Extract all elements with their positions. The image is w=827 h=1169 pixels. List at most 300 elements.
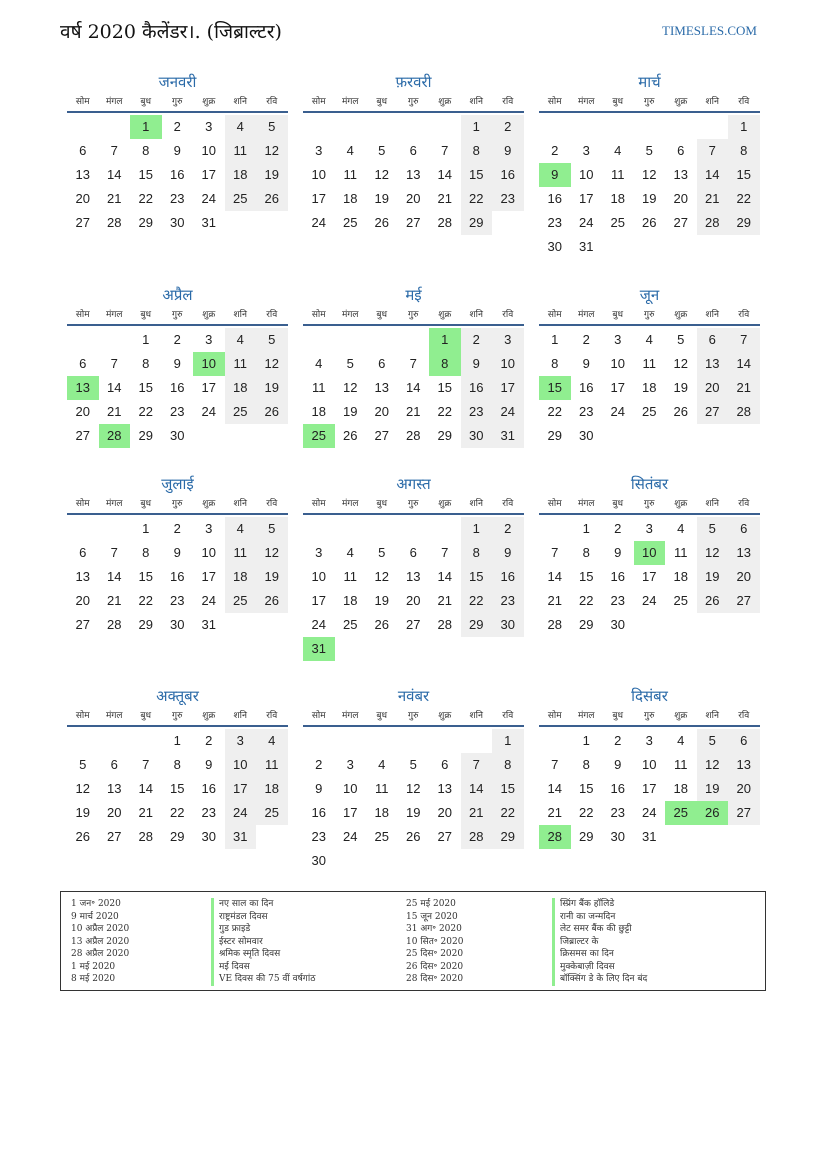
holiday-name: ईस्टर सोमवार [211,936,315,949]
day-cell: 27 [697,400,729,424]
month-block [539,474,760,637]
day-cell: 14 [406,380,421,395]
weekday-label: गुरु [644,310,655,320]
day-cell: 22 [492,801,524,825]
day-cell: 14 [547,569,562,584]
day-cell: 31 [579,239,594,254]
day-cell: 8 [728,139,760,163]
day-cell: 31 [225,825,257,849]
day-cell: 21 [437,191,452,206]
day-cell: 9 [582,356,590,371]
day-cell: 29 [579,617,594,632]
day-cell: 11 [343,167,357,182]
holiday-day-cell: 13 [67,376,99,400]
weekday-label: मंगल [341,499,359,509]
day-cell: 12 [256,352,288,376]
empty-cell [429,729,461,753]
weekday-label: मंगल [577,711,595,721]
day-cell: 14 [697,163,729,187]
day-cell: 17 [311,191,326,206]
day-cell: 24 [311,617,326,632]
day-cell: 23 [170,191,185,206]
holiday-day-cell: 1 [130,115,162,139]
empty-cell [461,729,493,753]
holiday-name: लेट समर बैंक की छुट्टी [552,923,647,936]
weekday-label: रवि [738,97,750,107]
day-cell: 2 [614,521,622,536]
day-cell: 7 [728,328,760,352]
day-cell: 24 [579,215,594,230]
weekday-label: रवि [266,310,278,320]
empty-cell [130,729,162,753]
day-cell: 12 [256,139,288,163]
day-cell: 8 [173,757,181,772]
day-cell: 20 [75,404,90,419]
day-cell: 25 [642,404,657,419]
day-cell: 18 [225,565,257,589]
day-cell: 25 [256,801,288,825]
day-cell: 29 [461,613,493,637]
day-cell: 11 [642,356,656,371]
day-cell: 16 [461,376,493,400]
weekday-label: सोम [547,97,562,107]
day-cell: 10 [201,143,216,158]
day-cell: 9 [173,356,181,371]
month-title: अक्तूबर [156,687,199,705]
empty-cell [539,729,571,753]
weekday-label: मंगल [577,499,595,509]
day-cell: 2 [205,733,213,748]
day-cell: 24 [642,805,657,820]
day-cell: 8 [492,753,524,777]
day-cell: 11 [225,139,257,163]
weekday-label: गुरु [172,97,183,107]
weekday-label: सोम [75,711,90,721]
weekday-header [67,495,288,515]
day-cell: 9 [492,541,524,565]
day-cell: 19 [374,593,389,608]
day-cell: 23 [201,805,216,820]
day-cell: 30 [170,617,185,632]
holiday-day-cell: 9 [539,163,571,187]
empty-cell [335,517,367,541]
day-cell: 10 [201,545,216,560]
holiday-names-left [211,898,315,986]
day-cell: 21 [406,404,421,419]
day-cell: 5 [256,517,288,541]
day-cell: 4 [614,143,622,158]
day-cell: 26 [343,428,358,443]
day-cell: 19 [697,565,729,589]
day-cell: 22 [138,191,153,206]
weekday-label: शनि [233,499,247,509]
day-cell: 16 [492,565,524,589]
weekday-label: शुक्र [438,310,452,320]
month-block [539,686,760,849]
holiday-date: 10 सित॰ 2020 [406,936,464,947]
holiday-date: 10 अप्रैल 2020 [71,924,130,934]
day-cell: 2 [461,328,493,352]
weekday-label: गुरु [172,711,183,721]
day-cell: 21 [107,593,122,608]
holiday-day-cell: 26 [697,801,729,825]
day-cell: 31 [201,617,216,632]
day-cell: 24 [225,801,257,825]
day-cell: 19 [256,565,288,589]
day-cell: 16 [547,191,562,206]
day-cell: 3 [205,521,213,536]
weekday-label: गुरु [172,310,183,320]
day-cell: 11 [674,545,688,560]
weekday-label: सोम [547,711,562,721]
empty-cell [335,115,367,139]
day-cell: 10 [311,569,326,584]
empty-cell [99,328,131,352]
day-cell: 28 [437,215,452,230]
day-cell: 16 [201,781,216,796]
day-cell: 9 [492,139,524,163]
month-title: मार्च [638,73,661,91]
day-cell: 6 [697,328,729,352]
day-cell: 13 [107,781,122,796]
weekday-label: शनि [705,97,719,107]
day-cell: 13 [728,541,760,565]
weekday-label: शनि [469,97,483,107]
day-cell: 14 [107,167,122,182]
holiday-date: 1 जन॰ 2020 [71,899,121,909]
day-cell: 19 [697,777,729,801]
day-cell: 30 [492,613,524,637]
weekday-label: बुध [140,711,152,721]
holiday-day-cell: 10 [193,352,225,376]
day-cell: 1 [492,729,524,753]
weekday-label: बुध [140,499,152,509]
day-cell: 2 [492,517,524,541]
day-cell: 17 [642,781,657,796]
day-cell: 16 [170,380,185,395]
day-cell: 14 [547,781,562,796]
day-cell: 15 [492,777,524,801]
day-cell: 21 [138,805,153,820]
weekday-label: गुरु [644,499,655,509]
holiday-day-cell: 25 [665,801,697,825]
day-cell: 17 [201,569,216,584]
day-cell: 28 [138,829,153,844]
day-cell: 13 [406,167,421,182]
weekday-label: शनि [233,711,247,721]
day-cell: 29 [138,617,153,632]
day-cell: 7 [110,356,118,371]
day-cell: 3 [582,143,590,158]
weekday-label: सोम [547,499,562,509]
day-cell: 20 [374,404,389,419]
day-cell: 6 [79,545,87,560]
day-cell: 22 [138,593,153,608]
day-cell: 20 [406,593,421,608]
empty-cell [335,328,367,352]
weekday-label: गुरु [408,97,419,107]
weekday-label: शुक्र [202,711,216,721]
day-cell: 6 [79,356,87,371]
day-cell: 26 [75,829,90,844]
day-cell: 14 [437,569,452,584]
day-cell: 27 [406,215,421,230]
day-cell: 5 [697,517,729,541]
day-cell: 19 [256,163,288,187]
month-title: नवंबर [397,687,430,705]
day-cell: 22 [579,593,594,608]
day-cell: 11 [343,569,357,584]
weekday-label: सोम [311,310,326,320]
day-cell: 31 [201,215,216,230]
day-cell: 14 [138,781,153,796]
empty-cell [99,115,131,139]
day-cell: 10 [610,356,625,371]
month-title: दिसंबर [631,687,668,705]
day-cell: 4 [225,115,257,139]
day-cell: 27 [75,428,90,443]
day-cell: 15 [138,569,153,584]
month-block [539,285,760,448]
day-cell: 20 [406,191,421,206]
day-cell: 23 [610,805,625,820]
empty-cell [303,328,335,352]
weekday-label: बुध [376,711,388,721]
day-cell: 10 [225,753,257,777]
day-cell: 15 [437,380,452,395]
day-cell: 8 [551,356,559,371]
month-block [67,474,288,637]
day-cell: 16 [311,805,326,820]
empty-cell [398,115,430,139]
day-cell: 15 [138,167,153,182]
month-title: फ़रवरी [395,73,432,91]
day-cell: 3 [205,119,213,134]
holiday-day-cell: 28 [99,424,131,448]
day-cell: 12 [256,541,288,565]
day-cell: 1 [173,733,181,748]
day-cell: 6 [110,757,118,772]
day-cell: 25 [225,187,257,211]
day-cell: 5 [409,757,417,772]
day-cell: 12 [343,380,358,395]
weekday-label: बुध [612,711,624,721]
day-cell: 17 [492,376,524,400]
day-cell: 15 [728,163,760,187]
weekday-label: बुध [612,499,624,509]
empty-cell [99,729,131,753]
day-cell: 8 [142,356,150,371]
day-cell: 18 [673,781,688,796]
holiday-date: 13 अप्रैल 2020 [71,936,130,947]
empty-cell [366,517,398,541]
holiday-name: गुड फ्राइडे [211,923,315,936]
day-cell: 26 [374,215,389,230]
weekday-label: सोम [311,97,326,107]
day-cell: 28 [728,400,760,424]
day-cell: 10 [642,757,657,772]
holiday-name: मुक्केबाज़ी दिवस [552,961,647,974]
empty-cell [366,729,398,753]
weekday-header [67,707,288,727]
weekday-label: सोम [75,310,90,320]
day-cell: 11 [611,167,625,182]
day-cell: 23 [492,187,524,211]
day-cell: 23 [547,215,562,230]
day-cell: 27 [728,801,760,825]
day-cell: 5 [256,328,288,352]
holiday-name: बॉक्सिंग डे के लिए दिन बंद [552,973,647,986]
month-block [303,474,524,661]
holiday-name: रानी का जन्मदिन [552,911,647,924]
day-cell: 3 [492,328,524,352]
day-cell: 11 [674,757,688,772]
day-cell: 24 [642,593,657,608]
day-cell: 22 [138,404,153,419]
holiday-date: 28 दिस॰ 2020 [406,974,464,984]
day-cell: 21 [461,801,493,825]
holiday-day-cell: 10 [634,541,666,565]
day-cell: 5 [697,729,729,753]
day-cell: 6 [409,545,417,560]
day-cell: 22 [579,805,594,820]
day-cell: 1 [728,115,760,139]
day-cell: 23 [492,589,524,613]
month-block [67,72,288,235]
day-cell: 19 [642,191,657,206]
empty-cell [398,517,430,541]
day-cell: 22 [547,404,562,419]
holiday-date: 31 अग॰ 2020 [406,924,462,934]
holiday-date: 1 मई 2020 [71,961,116,972]
weekday-label: रवि [738,310,750,320]
weekday-label: सोम [311,711,326,721]
day-cell: 1 [142,332,150,347]
day-cell: 20 [75,593,90,608]
day-cell: 9 [173,545,181,560]
day-cell: 12 [673,356,688,371]
day-cell: 30 [610,829,625,844]
day-cell: 30 [461,424,493,448]
day-cell: 27 [75,215,90,230]
day-cell: 24 [610,404,625,419]
day-cell: 7 [142,757,150,772]
weekday-label: रवि [502,310,514,320]
month-title: जनवरी [158,73,197,91]
day-cell: 4 [378,757,386,772]
weekday-header [539,495,760,515]
holiday-dates-right [406,898,463,986]
day-cell: 18 [343,191,358,206]
weekday-label: गुरु [172,499,183,509]
day-cell: 29 [461,211,493,235]
day-cell: 12 [697,753,729,777]
day-cell: 30 [311,853,326,868]
day-cell: 27 [728,589,760,613]
weekday-label: शुक्र [202,97,216,107]
day-cell: 27 [75,617,90,632]
empty-cell [67,328,99,352]
day-cell: 29 [437,428,452,443]
day-cell: 7 [110,545,118,560]
month-title: सितंबर [630,475,669,493]
holiday-name: श्रमिक स्मृति दिवस [211,948,315,961]
day-cell: 28 [461,825,493,849]
day-cell: 22 [461,589,493,613]
day-cell: 17 [311,593,326,608]
day-cell: 20 [728,777,760,801]
day-cell: 26 [374,617,389,632]
day-cell: 13 [75,167,90,182]
month-block [67,686,288,849]
day-cell: 29 [492,825,524,849]
day-cell: 23 [461,400,493,424]
weekday-label: बुध [612,97,624,107]
empty-cell [67,729,99,753]
day-cell: 23 [610,593,625,608]
day-cell: 5 [256,115,288,139]
day-cell: 28 [437,617,452,632]
day-cell: 22 [728,187,760,211]
day-cell: 3 [346,757,354,772]
day-cell: 18 [673,569,688,584]
day-cell: 24 [201,191,216,206]
day-cell: 16 [610,569,625,584]
day-cell: 19 [256,376,288,400]
day-cell: 19 [673,380,688,395]
weekday-label: मंगल [341,97,359,107]
site-link[interactable]: TIMESLES.COM [662,23,757,38]
empty-cell [335,729,367,753]
holiday-date: 25 दिस॰ 2020 [406,949,464,959]
day-cell: 28 [697,211,729,235]
holiday-name: मई दिवस [211,961,315,974]
holiday-day-cell: 28 [539,825,571,849]
day-cell: 21 [437,593,452,608]
day-cell: 23 [170,404,185,419]
weekday-header [539,306,760,326]
day-cell: 21 [107,404,122,419]
day-grid [539,517,760,637]
holiday-date: 8 मई 2020 [71,974,116,984]
day-cell: 21 [728,376,760,400]
month-block [303,285,524,448]
day-cell: 25 [374,829,389,844]
day-cell: 12 [697,541,729,565]
weekday-label: बुध [612,310,624,320]
day-cell: 22 [461,187,493,211]
weekday-label: शनि [705,711,719,721]
day-cell: 29 [138,215,153,230]
day-cell: 18 [225,376,257,400]
weekday-header [539,93,760,113]
day-cell: 17 [201,167,216,182]
day-cell: 26 [256,400,288,424]
day-cell: 17 [579,191,594,206]
day-cell: 25 [673,593,688,608]
day-cell: 6 [677,143,685,158]
day-cell: 6 [728,517,760,541]
day-cell: 31 [642,829,657,844]
day-cell: 7 [441,143,449,158]
holiday-dates-left [71,898,129,986]
weekday-label: बुध [376,499,388,509]
day-cell: 11 [225,352,257,376]
day-cell: 18 [610,191,625,206]
weekday-label: रवि [502,499,514,509]
day-cell: 16 [492,163,524,187]
day-cell: 11 [256,753,288,777]
